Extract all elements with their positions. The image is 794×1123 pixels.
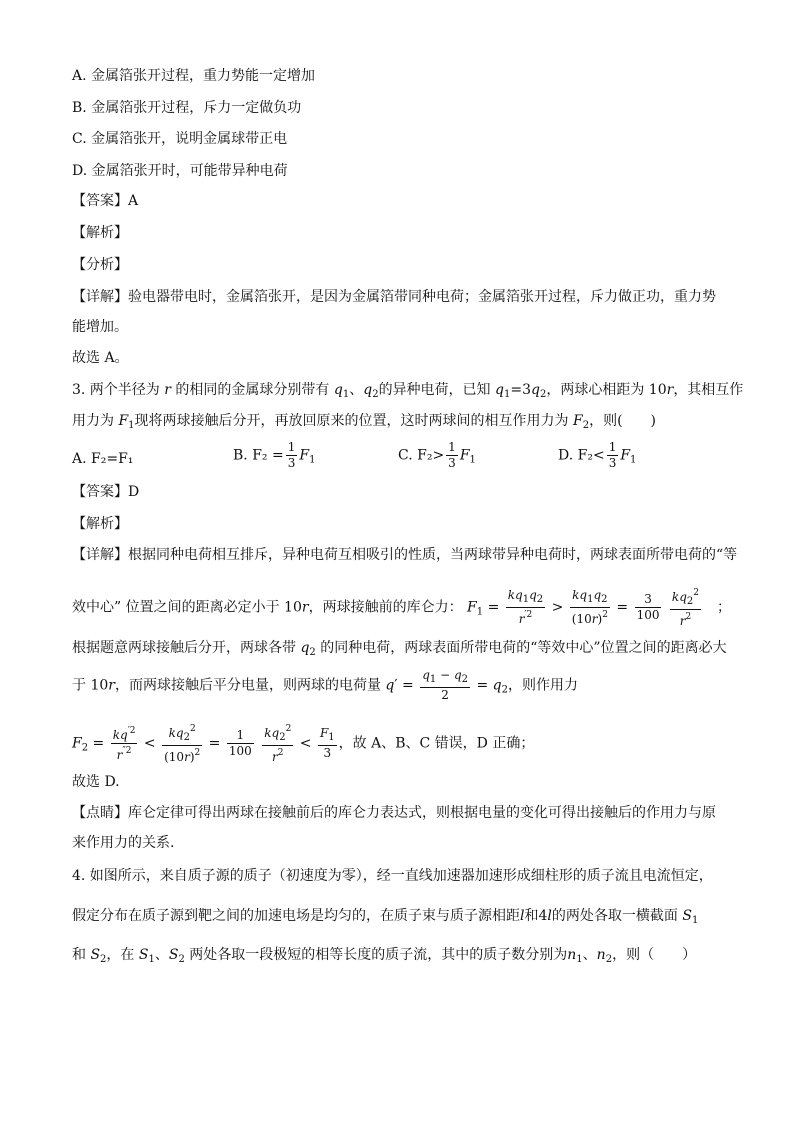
detail-line: 【详解】根据同种电荷相互排斥，异种电荷互相吸引的性质，当两球带异种电荷时，两球表面所带电荷的“等 [72, 547, 738, 563]
conclusion: 故选 D. [72, 774, 120, 790]
detail-line: 能增加。 [72, 319, 128, 335]
option-a: A. 金属箔张开过程，重力势能一定增加 [72, 68, 316, 84]
option-c: C. 金属箔张开，说明金属球带正电 [72, 131, 288, 147]
question-stem: 3. 两个半径为 r 的相同的金属球分别带有 $q_1$、$q_2$的异种电荷，已知 $q_1=3q_2$，两球心相距为 10r，其相互作 [72, 382, 744, 400]
option-d: D. F₂< $\frac{1}{3}$ $F_1$ [558, 440, 637, 470]
fenxi-label: 【分析】 [72, 257, 128, 273]
analysis-label: 【解析】 [72, 225, 128, 241]
tip-line: 【点睛】库仑定律可得出两球在接触前后的库仑力表达式，则根据电量的变化可得出接触后的作用力与原 [72, 805, 716, 821]
tip-line: 来作用力的关系. [72, 835, 175, 851]
answer-label: 【答案】A [72, 193, 139, 209]
analysis-label: 【解析】 [72, 516, 128, 532]
question-stem: 和 $S_2$，在 $S_1$、$S_2$ 两处各取一段极短的相等长度的质子流，其中的质子数分别为$n_1$、$n_2$，则（ ） [72, 947, 697, 965]
question-stem: 用力为 $F_1$现将两球接触后分开，再放回原来的位置，这时两球间的相互作用力为 $F_2$，则( ) [72, 413, 657, 431]
option-b: B. F₂ = $\frac{1}{3}$ $F_1$ [233, 440, 316, 470]
conclusion: 故选 A。 [72, 350, 129, 366]
question-stem: 假定分布在质子源到靶之间的加速电场是均匀的，在质子束与质子源相距l和4l的两处各取一横截面 $S_1$ [72, 908, 699, 926]
detail-line: 根据题意两球接触后分开，两球各带 $q_2$ 的同种电荷，两球表面所带电荷的“等效中心”位置之间的距离必大 [72, 640, 727, 658]
question-stem: 4. 如图所示，来自质子源的质子（初速度为零），经一直线加速器加速形成细柱形的质子流且电流恒定， [72, 868, 713, 884]
detail-formula-line: 于 10r，而两球接触后平分电量，则两球的电荷量 q′ = $\frac{q_1 - q_2}{2}$ = $q_2$，则作用力 [72, 668, 578, 702]
answer-label: 【答案】D [72, 484, 140, 500]
option-a: A. F₂=F₁ [72, 451, 134, 467]
detail-formula-line: 效中心” 位置之间的距离必定小于 10r，两球接触前的库仑力： $F_1$ = $\frac{kq_1q_2}{r^{'2}}$ > $\frac{kq_1q_2}{(10r)^2}$ = $\frac{3}{100}$ $\frac{kq_2^2}{r^2}$ ； [72, 588, 731, 628]
option-c: C. F₂> $\frac{1}{3}$ $F_1$ [398, 440, 476, 470]
detail-formula-line: $F_2$ = $\frac{kq^{'2}}{r^{''2}}$ < $\frac{kq_2^2}{(10r)^2}$ = $\frac{1}{100}$ $\frac{kq_2^2}{r^2}$ < $\frac{F_1}{3}$ ，故 A、B、C 错误，D 正确； [72, 724, 535, 764]
option-d: D. 金属箔张开时，可能带异种电荷 [72, 163, 288, 179]
detail-line: 【详解】验电器带电时，金属箔张开，是因为金属箔带同种电荷；金属箔张开过程，斥力做正功，重力势 [72, 289, 716, 305]
option-b: B. 金属箔张开过程，斥力一定做负功 [72, 100, 302, 116]
